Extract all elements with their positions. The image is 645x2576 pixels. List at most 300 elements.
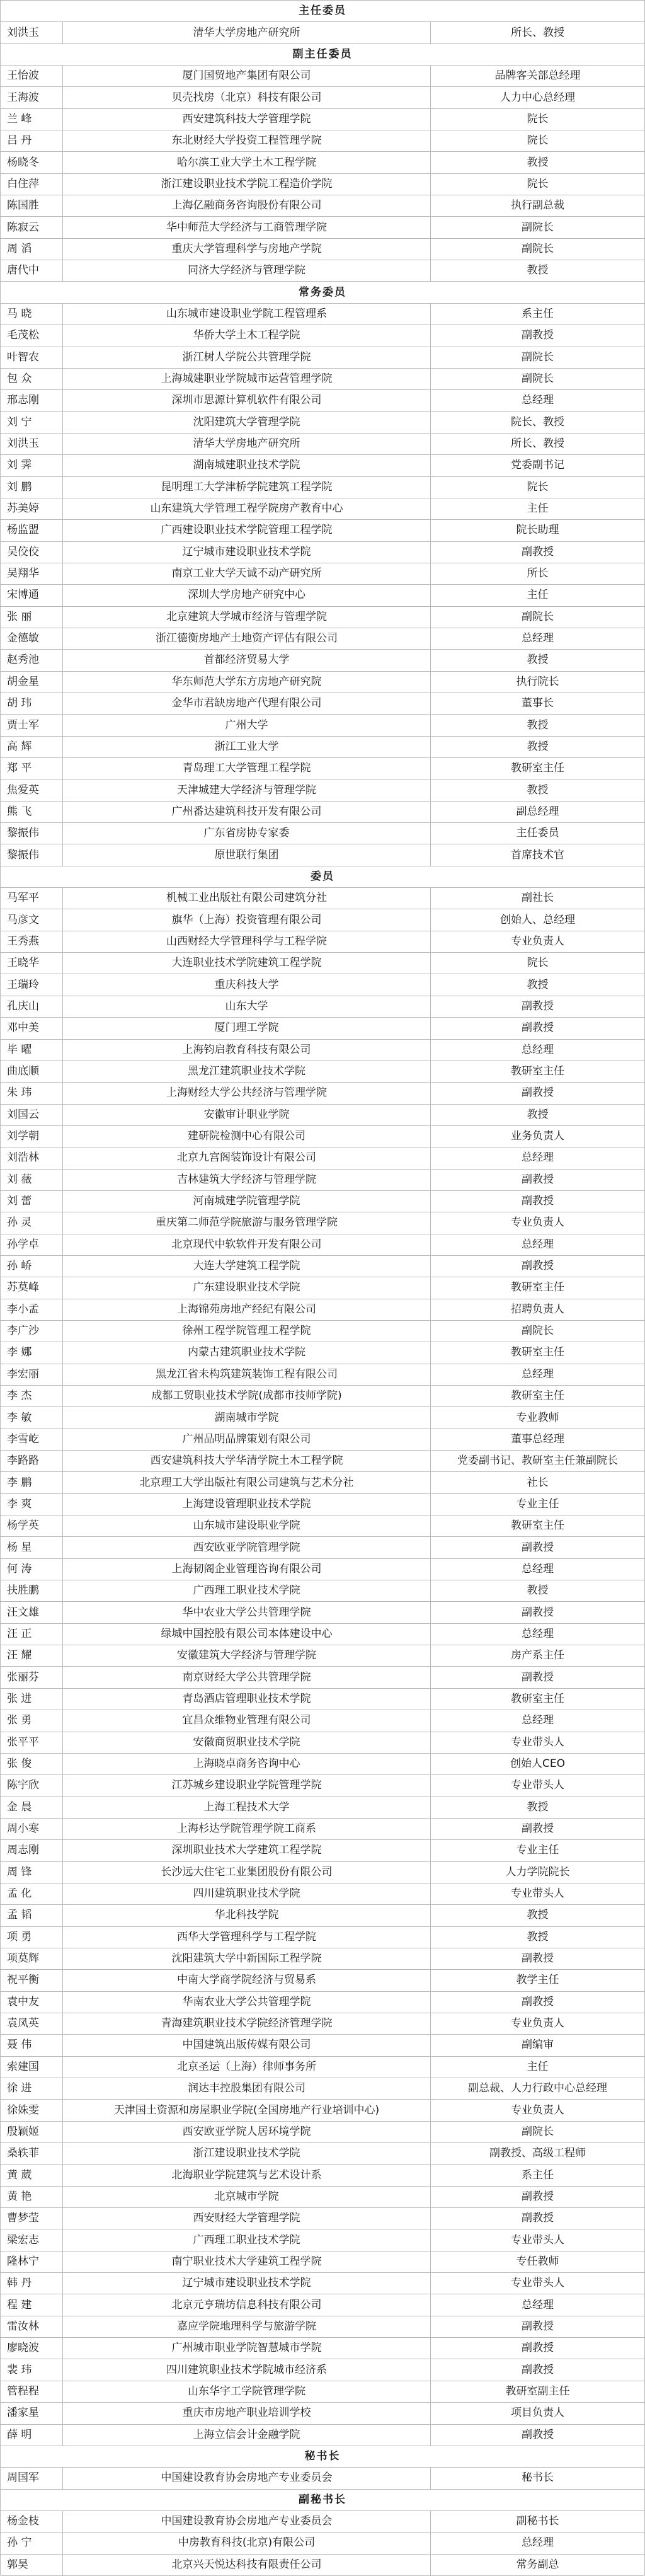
member-organization: 旗华（上海）投资管理有限公司 [62,909,430,930]
member-name: 李宏丽 [7,1367,39,1381]
table-row [1,411,644,433]
member-name: 徐 进 [7,2082,32,2095]
member-position: 副教授 [430,542,644,563]
table-row [1,2272,644,2294]
table-row [1,974,644,995]
member-position: 主任 [430,585,644,606]
table-row [1,1299,644,1320]
table-row [1,1861,644,1883]
table-row [1,1883,644,1904]
table-row [1,757,644,779]
member-organization: 北京九宫阁装饰设计有限公司 [62,1147,430,1168]
member-name: 汪 正 [7,1627,32,1640]
member-position: 常务副总 [430,2555,644,2575]
member-organization: 辽宁城市建设职业技术学院 [62,542,430,563]
member-organization: 南宁职业技术大学建筑工程学院 [62,2251,430,2272]
member-name: 刘 薇 [7,1173,32,1186]
member-name: 毛茂松 [7,329,39,342]
table-row [1,108,644,130]
member-organization: 吉林建筑大学经济与管理学院 [62,1170,430,1190]
member-position: 副教授 [430,2187,644,2207]
table-row [1,2294,644,2315]
member-organization: 华中师范大学经济与工商管理学院 [62,217,430,238]
member-position: 教授 [430,779,644,800]
table-row [1,1580,644,1601]
member-organization: 清华大学房地产研究所 [62,434,430,454]
member-organization: 哈尔滨工业大学土木工程学院 [62,152,430,173]
table-row [1,2467,644,2488]
member-position: 专业负责人 [430,1212,644,1233]
member-position: 副院长 [430,1321,644,1342]
table-row [1,2381,644,2402]
table-row [1,1342,644,1363]
member-position: 创始人CEO [430,1754,644,1774]
member-name: 李 娜 [7,1346,32,1359]
member-position: 系主任 [430,2165,644,2185]
member-organization: 重庆第二师范学院旅游与服务管理学院 [62,1212,430,1233]
member-name: 黄 葳 [7,2168,32,2182]
table-row [1,454,644,476]
member-name: 王秀燕 [7,934,39,948]
table-row [1,1277,644,1298]
member-name: 吴翔华 [7,567,39,580]
member-organization: 山东建筑大学管理工程学院房产教育中心 [62,498,430,519]
member-name: 孔庆山 [7,999,39,1013]
table-row [1,2121,644,2142]
member-organization: 华中农业大学公共管理学院 [62,1602,430,1623]
member-name: 胡金星 [7,675,39,688]
member-name: 胡 玮 [7,697,32,710]
member-organization: 东北财经大学投资工程管理学院 [62,130,430,151]
member-organization: 辽宁城市建设职业技术学院 [62,2273,430,2294]
member-name: 马彦文 [7,913,39,926]
member-organization: 北京现代中软软件开发有限公司 [62,1234,430,1255]
table-row [1,996,644,1017]
table-row [1,1710,644,1731]
member-name: 陈宇欣 [7,1779,39,1792]
member-name: 汪文雄 [7,1606,39,1619]
member-organization: 润达丰控股集团有限公司 [62,2078,430,2099]
member-name: 邢志刚 [7,394,39,407]
member-organization: 长沙远大住宅工业集团股份有限公司 [62,1862,430,1883]
member-organization: 西安建筑科技大学管理学院 [62,109,430,130]
table-row [1,801,644,822]
member-position: 总经理 [430,1710,644,1731]
member-organization: 重庆市房地产职业培训学校 [62,2403,430,2424]
table-row [1,303,644,325]
table-row [1,1450,644,1471]
member-organization: 青岛酒店管理职业技术学院 [62,1689,430,1710]
member-organization: 厦门理工学院 [62,1018,430,1038]
table-row [1,1234,644,1255]
member-position: 教授 [430,1580,644,1601]
table-row [1,1558,644,1580]
member-organization: 广州大学 [62,715,430,735]
member-name: 聂 伟 [7,2038,32,2052]
member-position: 品牌客关部总经理 [430,66,644,86]
member-position: 教研室主任 [430,1061,644,1082]
member-organization: 山东城市建设职业学院工程管理系 [62,304,430,325]
member-position: 副教授 [430,1992,644,2013]
member-organization: 绿城中国控股有限公司本体建设中心 [62,1624,430,1645]
member-position: 执行副总裁 [430,195,644,216]
member-position: 教授 [430,1905,644,1926]
table-row [1,65,644,86]
member-name: 殷颖姬 [7,2125,39,2138]
member-position: 教授 [430,1105,644,1125]
member-name: 李小孟 [7,1302,39,1316]
member-name: 廖晓波 [7,2342,39,2355]
member-name: 孙 灵 [7,1216,32,1229]
member-name: 王晓华 [7,957,39,970]
table-row [1,2337,644,2359]
member-name: 熊 飞 [7,805,32,818]
member-position: 教授 [430,1927,644,1948]
table-row [1,2078,644,2099]
member-position: 教研室主任 [430,1386,644,1406]
member-name: 郭昊 [7,2558,28,2571]
member-name: 李 杰 [7,1389,32,1403]
table-row [1,671,644,693]
table-row [1,1839,644,1861]
table-row [1,1104,644,1125]
member-position: 副秘书长 [430,2511,644,2532]
member-organization: 南京工业大学天诚不动产研究所 [62,563,430,584]
member-position: 所长 [430,563,644,584]
member-name: 唐代中 [7,264,39,277]
member-position: 专业带头人 [430,2229,644,2250]
member-position: 副教授 [430,1819,644,1839]
member-name: 曲底顺 [7,1065,39,1078]
member-organization: 广西理工职业技术学院 [62,1580,430,1601]
table-row [1,2099,644,2120]
member-name: 汪 耀 [7,1649,32,1662]
member-organization: 黑龙江建筑职业技术学院 [62,1061,430,1082]
member-name: 韩 丹 [7,2277,32,2290]
member-position: 系主任 [430,304,644,325]
member-position: 业务负责人 [430,1126,644,1147]
member-organization: 北京理工大学出版社有限公司建筑与艺术分社 [62,1472,430,1493]
table-row [1,541,644,563]
member-position: 副教授 [430,1018,644,1038]
member-name: 金 晨 [7,1800,32,1814]
member-name: 袁凤英 [7,2017,39,2030]
member-name: 马军平 [7,892,39,905]
member-name: 毕 曜 [7,1043,32,1056]
member-organization: 机械工业出版社有限公司建筑分社 [62,888,430,909]
member-position: 副院长 [430,2122,644,2142]
table-row [1,844,644,865]
member-name: 李 爽 [7,1497,32,1510]
member-position: 专任教师 [430,2251,644,2272]
table-row [1,2207,644,2229]
member-position: 院长 [430,174,644,195]
member-organization: 中房教育科技(北京)有限公司 [62,2533,430,2553]
member-position: 教授 [430,715,644,735]
table-row [1,1061,644,1082]
section-title: 常务委员 [1,281,644,302]
member-organization: 河南城建学院管理学院 [62,1191,430,1212]
member-position: 总经理 [430,1040,644,1061]
member-position: 专业负责人 [430,931,644,952]
member-name: 刘 蕾 [7,1195,32,1208]
table-row [1,1364,644,1385]
member-organization: 北京兴天悦达科技有限责任公司 [62,2555,430,2575]
member-name: 刘浩林 [7,1151,39,1164]
member-name: 马 晓 [7,307,32,320]
member-name: 刘 鹏 [7,480,32,493]
table-row [1,1147,644,1168]
table-row [1,389,644,411]
member-name: 王瑞玲 [7,978,39,991]
member-position: 院长 [430,477,644,498]
member-position: 副教授 [430,2208,644,2229]
member-name: 周国军 [7,2471,39,2485]
member-organization: 北京圣运（上海）律师事务所 [62,2057,430,2078]
member-organization: 西安欧亚学院人居环境学院 [62,2122,430,2142]
member-organization: 北京元亨瑞坊信息科技有限公司 [62,2294,430,2315]
member-position: 副教授 [430,2359,644,2380]
member-name: 李路路 [7,1454,39,1468]
member-position: 副教授 [430,2425,644,2446]
table-row [1,1732,644,1753]
member-organization: 上海锦苑房地产经纪有限公司 [62,1299,430,1320]
member-name: 刘洪玉 [7,26,39,39]
member-organization: 北海职业学院建筑与艺术设计系 [62,2165,430,2185]
table-row [1,1601,644,1623]
member-position: 党委副书记、教研室主任兼副院长 [430,1451,644,1471]
table-row [1,1645,644,1666]
member-name: 高 辉 [7,740,32,753]
table-row [1,519,644,541]
table-row [1,1406,644,1428]
member-name: 梁宏志 [7,2233,39,2246]
member-name: 张平平 [7,1735,39,1749]
table-row [1,714,644,735]
member-name: 孙 峤 [7,1260,32,1273]
member-position: 副教授 [430,1667,644,1688]
member-organization: 广东省房协专家委 [62,823,430,844]
table-row [1,649,644,670]
table-row [1,2316,644,2337]
member-position: 教授 [430,152,644,173]
member-name: 刘学朝 [7,1130,39,1143]
member-organization: 广州城市职业学院智慧城市学院 [62,2338,430,2359]
member-organization: 重庆大学管理科学与房地产学院 [62,239,430,260]
member-organization: 北京建筑大学城市经济与管理学院 [62,607,430,628]
member-organization: 同济大学经济与管理学院 [62,260,430,281]
table-row [1,173,644,195]
table-row [1,1666,644,1688]
member-position: 专业负责人 [430,2013,644,2034]
member-name: 王海波 [7,91,39,104]
table-row [1,195,644,216]
member-name: 杨金枝 [7,2515,39,2528]
member-name: 陈寂云 [7,221,39,234]
member-organization: 西安财经大学管理学院 [62,2208,430,2229]
table-row [1,130,644,151]
table-row [1,433,644,454]
table-row [1,2229,644,2250]
member-name: 项 勇 [7,1930,32,1943]
table-row [1,2554,644,2576]
member-position: 总经理 [430,628,644,649]
member-name: 朱 玮 [7,1086,32,1100]
section-title: 副秘书长 [1,2489,644,2510]
member-name: 周 锋 [7,1865,32,1878]
table-row [1,1190,644,1212]
member-organization: 浙江树人学院公共管理学院 [62,347,430,368]
member-position: 总经理 [430,1624,644,1645]
table-row [1,1385,644,1406]
member-position: 专业带头人 [430,1883,644,1904]
table-row [1,498,644,519]
member-organization: 中国建设教育协会房地产专业委员会 [62,2468,430,2488]
member-position: 总经理 [430,1147,644,1168]
member-organization: 上海城建职业学院城市运营管理学院 [62,369,430,389]
table-row [1,476,644,498]
member-organization: 湖南城建职业技术学院 [62,455,430,476]
member-position: 首席技术官 [430,844,644,865]
table-row [1,1948,644,1969]
member-name: 李 敏 [7,1411,32,1424]
member-position: 董事总经理 [430,1429,644,1450]
member-position: 副教授 [430,1083,644,1103]
member-organization: 浙江建设职业技术学院 [62,2143,430,2164]
member-name: 叶智农 [7,350,39,364]
member-position: 副教授 [430,996,644,1017]
table-row [1,2359,644,2380]
member-name: 李广沙 [7,1325,39,1338]
table-row [1,368,644,389]
member-position: 教授 [430,260,644,281]
member-position: 副院长 [430,239,644,260]
member-organization: 成都工贸职业技术学院(成都市技师学院) [62,1386,430,1406]
member-position: 专业主任 [430,1494,644,1515]
member-position: 专业带头人 [430,1732,644,1753]
member-organization: 安徽建筑大学经济与管理学院 [62,1645,430,1666]
member-organization: 上海财经大学公共经济与管理学院 [62,1083,430,1103]
member-position: 副教授 [430,1537,644,1558]
member-name: 周 滔 [7,242,32,255]
table-row [1,822,644,844]
table-row [1,2532,644,2553]
member-organization: 湖南城市学院 [62,1407,430,1428]
member-position: 项目负责人 [430,2403,644,2424]
member-position: 副院长 [430,217,644,238]
table-row [1,1471,644,1493]
member-organization: 青岛理工大学管理工程学院 [62,758,430,779]
member-position: 副院长 [430,607,644,628]
member-organization: 上海亿融商务咨询股份有限公司 [62,195,430,216]
member-position: 专业负责人 [430,2100,644,2120]
member-name: 杨晓冬 [7,156,39,169]
member-name: 李雪屹 [7,1432,39,1446]
member-name: 祝平衡 [7,1974,39,1987]
member-name: 兰 峰 [7,112,32,125]
member-position: 房产系主任 [430,1645,644,1666]
table-row [1,216,644,238]
member-name: 孙学卓 [7,1238,39,1251]
table-row [1,952,644,974]
table-row [1,909,644,930]
member-organization: 深圳大学房地产研究中心 [62,585,430,606]
member-position: 教研室主任 [430,758,644,779]
member-organization: 上海杉达学院管理学院工商系 [62,1819,430,1839]
member-name: 程 建 [7,2298,32,2311]
member-organization: 深圳职业技术大学建筑工程学院 [62,1840,430,1861]
member-position: 教授 [430,650,644,670]
member-position: 教授 [430,737,644,757]
member-name: 吴佼佼 [7,545,39,558]
table-row [1,1797,644,1818]
member-name: 郑 平 [7,762,32,775]
member-name: 刘 霁 [7,459,32,472]
member-organization: 徐州工程学院管理工程学院 [62,1321,430,1342]
member-name: 刘 宁 [7,415,32,428]
member-position: 秘书长 [430,2468,644,2488]
member-organization: 浙江建设职业技术学院工程造价学院 [62,174,430,195]
table-row [1,2056,644,2078]
member-name: 张丽芬 [7,1670,39,1684]
table-row [1,1320,644,1342]
table-row [1,1125,644,1147]
member-organization: 江苏城乡建设职业学院管理学院 [62,1775,430,1796]
member-name: 裴 玮 [7,2363,32,2376]
member-position: 教授 [430,974,644,995]
member-organization: 广东建设职业技术学院 [62,1277,430,1298]
table-row [1,347,644,368]
member-position: 教研室主任 [430,1689,644,1710]
member-organization: 广西理工职业技术学院 [62,2229,430,2250]
member-position: 总经理 [430,1559,644,1580]
member-position: 总经理 [430,390,644,411]
table-row [1,1818,644,1839]
member-position: 院长助理 [430,520,644,541]
section-title: 副主任委员 [1,43,644,65]
table-row [1,887,644,909]
member-position: 招聘负责人 [430,1299,644,1320]
member-organization: 广西建设职业技术学院管理工程学院 [62,520,430,541]
section-title: 主任委员 [1,0,644,21]
member-organization: 上海建设管理职业技术学院 [62,1494,430,1515]
member-name: 杨学英 [7,1519,39,1532]
member-organization: 上海钧启教育科技有限公司 [62,1040,430,1061]
member-organization: 贝壳找房（北京）科技有限公司 [62,87,430,108]
member-organization: 上海韧阁企业管理咨询有限公司 [62,1559,430,1580]
table-row [1,1969,644,1991]
member-organization: 大连职业技术学院建筑工程学院 [62,953,430,974]
table-row [1,2034,644,2056]
member-name: 杨 星 [7,1541,32,1554]
member-organization: 安徽审计职业学院 [62,1105,430,1125]
member-position: 副总裁、人力行政中心总经理 [430,2078,644,2099]
table-row [1,21,644,43]
member-organization: 上海工程技术大学 [62,1797,430,1818]
table-row [1,2164,644,2185]
table-row [1,1774,644,1796]
member-organization: 山东华宇工学院管理学院 [62,2381,430,2402]
member-name: 桑轶菲 [7,2147,39,2160]
member-organization: 厦门国贸地产集团有限公司 [62,66,430,86]
table-row [1,563,644,584]
member-organization: 西安建筑科技大学华清学院土木工程学院 [62,1451,430,1471]
member-organization: 中国建设教育协会房地产专业委员会 [62,2511,430,2532]
member-position: 所长、教授 [430,434,644,454]
member-name: 曹梦莹 [7,2212,39,2225]
member-position: 专业带头人 [430,2273,644,2294]
member-position: 院长 [430,953,644,974]
